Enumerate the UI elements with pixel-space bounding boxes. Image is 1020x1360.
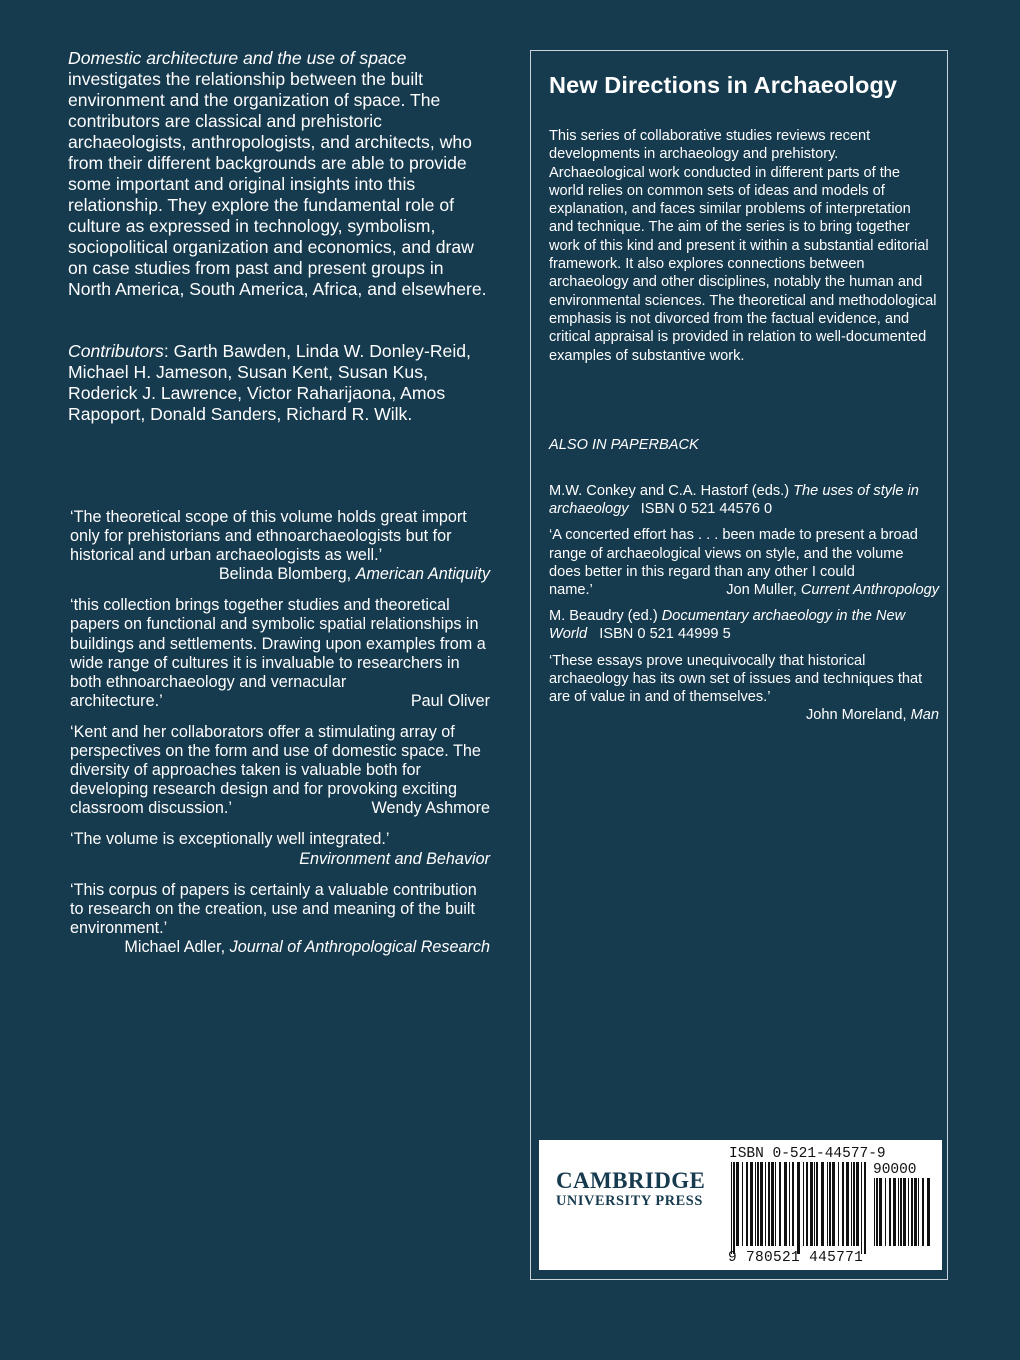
barcode-bar [874, 1178, 875, 1246]
paperback-list [549, 482, 939, 732]
review-attribution: Michael Adler, Journal of Anthropological Research [124, 937, 490, 956]
paperback-heading: ALSO IN PAPERBACK [549, 437, 699, 453]
barcode-bar [755, 1162, 756, 1246]
review [70, 508, 490, 584]
barcode-bar [792, 1162, 794, 1246]
book-title: The uses of style in archaeology [549, 483, 919, 518]
barcode-bar [908, 1178, 909, 1246]
barcode-bar [784, 1162, 787, 1246]
barcode-ean-text: 9 780521 445771 [728, 1250, 864, 1266]
description-text: investigates the relationship between the built environment and the organization of space. The contributors are classical and prehistoric archaeologists, anthropologists, and architects, who from their different backgrounds are able to provide some important and original insights into this relationship. They explore the fundamental role of culture as expressed in technology, symbolism, sociopolitical organization and economics, and draw on case studies from past and present groups in North America, South America, Africa, and elsewhere. [68, 69, 487, 299]
review-quote: ‘The volume is exceptionally well integrated.’ [70, 830, 390, 849]
barcode-bar [779, 1162, 781, 1246]
barcode-bar [838, 1162, 839, 1246]
barcode-bar [806, 1162, 808, 1246]
barcode-bar [746, 1162, 748, 1246]
barcode-bar [733, 1162, 735, 1254]
barcode-bar [846, 1162, 849, 1246]
book-review [549, 652, 939, 725]
paperback-book [549, 482, 939, 518]
barcode-bar [814, 1162, 815, 1246]
review [70, 596, 490, 711]
review-quote: ‘Kent and her collaborators offer a stimulating array of perspectives on the form and use of domestic space. The diversity of approaches taken is valuable both for developing research design and for provoking exciting [70, 722, 481, 799]
barcode-bar [789, 1162, 790, 1246]
review-attribution: John Moreland, Man [805, 707, 939, 724]
series-description: This series of collaborative studies reviews recent developments in archaeology and prehistory. Archaeological work conducted in different parts of the world relies on common sets of ideas and models of explanation, and faces similar problems of interpretation and technique. The aim of the series is to bring together work of this kind and present it within a substantial editorial framework. It also explores connections between archaeology and other disciplines, notably the human and environmental sciences. The theoretical and methodological emphasis is not divorced from the factual evidence, and critical appraisal is provided in relation to well-documented examples of substantive work. [549, 128, 937, 364]
barcode-bar [864, 1162, 866, 1254]
review-attribution: Environment and Behavior [299, 849, 490, 868]
barcode-bar [797, 1162, 800, 1254]
barcode-bar [922, 1178, 924, 1246]
barcode-bar [927, 1178, 930, 1246]
barcode-bar [803, 1162, 804, 1246]
review-quote: ‘A concerted effort has . . . been made to present a broad range of archaeological views on style, and the volume does better in this regard than any other I could [549, 527, 918, 580]
barcode-bar [760, 1162, 763, 1246]
series-title: New Directions in Archaeology [549, 72, 898, 98]
barcode-bar [829, 1162, 831, 1246]
barcode-bar [827, 1162, 828, 1246]
barcode-bar [768, 1162, 770, 1246]
barcode-bar [816, 1162, 818, 1246]
barcode-bar [742, 1162, 743, 1246]
review-quote: ‘This corpus of papers is certainly a valuable contribution to research on the creation, use and meaning of the built environment.’ [70, 880, 477, 937]
barcode-bar [918, 1178, 919, 1246]
barcode-bar [736, 1162, 739, 1246]
review-quote: ‘These essays prove unequivocally that historical archaeology has its own set of issues and techniques that are of value in and of themselves.’ [549, 652, 923, 706]
review-last-line: architecture.’ Paul Oliver [70, 691, 490, 710]
barcode-bar [851, 1162, 852, 1246]
barcode-bar [832, 1162, 835, 1246]
book-review [549, 526, 939, 599]
barcode-bar [856, 1162, 859, 1246]
barcode-bar [893, 1178, 896, 1246]
review-quote: ‘The theoretical scope of this volume holds great import only for prehistorians and ethnoarchaeologists but for historical and urban archaeologists as well.’ [70, 508, 467, 565]
publisher-logo: CAMBRIDGE [556, 1168, 706, 1193]
barcode-bar [750, 1162, 753, 1246]
barcode-bar [903, 1178, 906, 1246]
barcode-bar [771, 1162, 774, 1246]
book-editors: M. Beaudry (ed.) [549, 608, 662, 625]
review-last-line: classroom discussion.’ Wendy Ashmore [70, 799, 490, 818]
barcode-bar [775, 1162, 776, 1246]
barcode-bar [911, 1178, 913, 1246]
barcode-bar [885, 1178, 886, 1246]
barcode-icon [730, 1162, 868, 1254]
barcode-bar [889, 1178, 891, 1246]
barcode-bar [853, 1162, 855, 1246]
review [70, 881, 490, 957]
barcode-bar [821, 1162, 824, 1246]
barcode-addon-icon [873, 1178, 935, 1254]
barcode-bar [861, 1162, 862, 1254]
review-last-line: name.’ Jon Muller, Current Anthropology [549, 582, 939, 599]
book-isbn: ISBN 0 521 44999 5 [599, 626, 731, 643]
barcode-bar [842, 1162, 844, 1246]
book-editors: M.W. Conkey and C.A. Hastorf (eds.) [549, 483, 794, 499]
barcode-bar [900, 1178, 902, 1246]
barcode-bar [914, 1178, 917, 1246]
reviews [70, 508, 490, 969]
review [70, 830, 490, 868]
review-attribution: Wendy Ashmore [371, 799, 490, 818]
barcode-bar [757, 1162, 759, 1246]
book-title: Documentary archaeology in the New World [549, 608, 906, 643]
barcode-bar [898, 1178, 899, 1246]
review [70, 723, 490, 818]
contributors-names: : Garth Bawden, Linda W. Donley-Reid, Michael H. Jameson, Susan Kent, Susan Kus, Roderick J. Lawrence, Victor Raharijaona, Amos Rapoport, Donald Sanders, Richard R. Wilk. [68, 341, 471, 424]
book-description [68, 48, 488, 300]
publisher-logo-subtitle: UNIVERSITY PRESS [556, 1193, 703, 1209]
barcode-bar [810, 1162, 813, 1246]
contributors [68, 341, 488, 425]
barcode-isbn-text: ISBN 0-521-44577-9 [729, 1146, 886, 1162]
barcode-bar [765, 1162, 766, 1246]
barcode-addon-text: 90000 [873, 1162, 917, 1178]
book-isbn: ISBN 0 521 44576 0 [640, 501, 773, 518]
paperback-book [549, 607, 939, 643]
review-attribution: Jon Muller, Current Anthropology [726, 582, 939, 599]
review-attribution: Paul Oliver [410, 691, 490, 710]
contributors-label: Contributors [68, 341, 164, 361]
barcode-bar [876, 1178, 878, 1246]
review-quote: ‘this collection brings together studies and theoretical papers on functional and symbolic spatial relationships in buildings and settlements. Drawing upon examples from a wide range of cultures it is invaluable to researchers in both ethnoarchaeology and vernacular [70, 596, 486, 691]
barcode-bar [879, 1178, 882, 1246]
review-attribution: Belinda Blomberg, American Antiquity [218, 565, 490, 584]
book-title: Domestic architecture and the use of space [68, 48, 407, 68]
barcode-bar [731, 1162, 732, 1254]
